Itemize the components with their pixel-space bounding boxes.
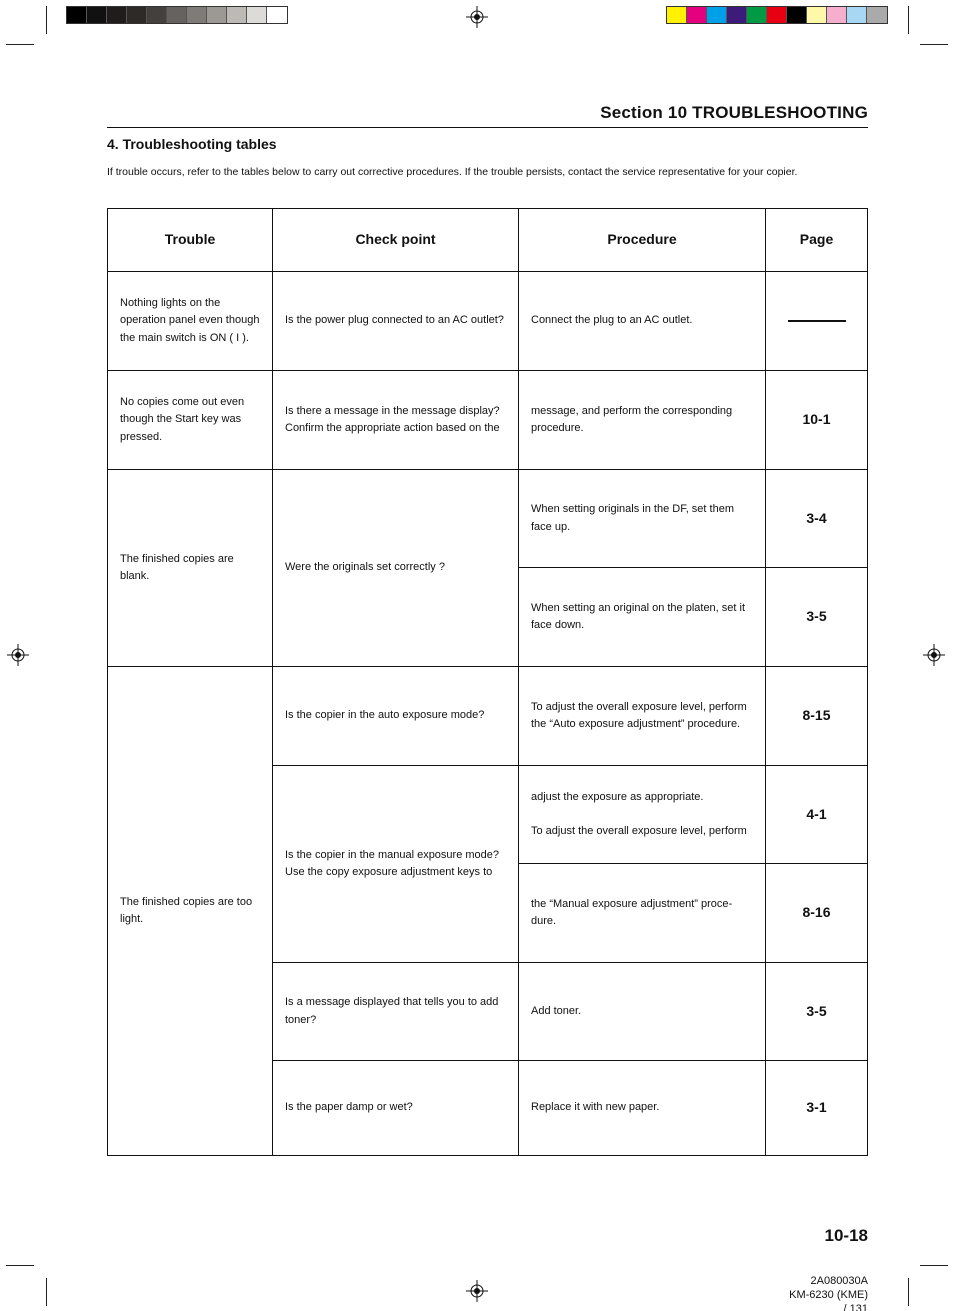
check-cell: Is the power plug connected to an AC outlet?	[285, 314, 504, 327]
procedure-cell: To adjust the overall exposure level, perform the “Auto exposure adjustment” procedure.	[531, 700, 747, 730]
procedure-cell: Connect the plug to an AC outlet.	[531, 314, 693, 327]
color-swatch	[247, 7, 267, 23]
color-swatch	[167, 7, 187, 23]
no-page-dash	[788, 320, 846, 322]
document-footer	[789, 1274, 868, 1311]
color-swatch	[667, 7, 687, 23]
color-swatch	[227, 7, 247, 23]
color-swatch	[207, 7, 227, 23]
trouble-cell: The finished copies are blank.	[120, 552, 234, 582]
crop-mark	[908, 6, 909, 34]
footer-page-index: / 131	[843, 1303, 868, 1311]
procedure-cell: message, and perform the corresponding procedure.	[531, 404, 733, 434]
color-swatch	[827, 7, 847, 23]
crop-mark	[920, 1265, 948, 1266]
procedure-cell: When setting an original on the platen, set it face down.	[531, 601, 746, 631]
crop-mark	[46, 1278, 47, 1306]
color-swatch	[707, 7, 727, 23]
registration-mark-icon	[466, 1280, 488, 1302]
color-swatch	[67, 7, 87, 23]
color-swatch	[847, 7, 867, 23]
header-procedure: Procedure	[607, 231, 677, 248]
crop-mark	[6, 1265, 34, 1266]
registration-mark-icon	[466, 6, 488, 28]
color-swatch	[767, 7, 787, 23]
procedure-cell: the “Manual exposure adjustment” proce-dure.	[531, 897, 733, 927]
trouble-cell: Nothing lights on the operation panel even though the main switch is ON ( I ).	[120, 296, 260, 344]
registration-mark-icon	[7, 644, 29, 666]
header-rule	[107, 127, 868, 128]
footer-model: KM-6230 (KME)	[789, 1289, 868, 1301]
color-swatch	[867, 7, 887, 23]
crop-mark	[46, 6, 47, 34]
crop-mark	[908, 1278, 909, 1306]
page-cell: 8-15	[802, 707, 831, 724]
procedure-cell: Add toner.	[531, 1004, 582, 1017]
color-swatch	[147, 7, 167, 23]
footer-doc-code: 2A080030A	[810, 1275, 868, 1287]
color-swatch	[747, 7, 767, 23]
page-cell: 4-1	[806, 805, 827, 822]
page-number: 10-18	[824, 1226, 868, 1245]
check-cell: Is the copier in the manual exposure mode? Use the copy exposure adjustment keys to	[285, 848, 500, 878]
trouble-cell: The finished copies are too light.	[120, 895, 253, 925]
procedure-line: adjust the exposure as appropriate.	[531, 791, 704, 803]
page-cell: 3-4	[806, 509, 827, 526]
color-swatch	[107, 7, 127, 23]
check-cell: Is a message displayed that tells you to add toner?	[285, 996, 499, 1026]
troubleshooting-table	[107, 208, 868, 1156]
header-check-point: Check point	[355, 231, 436, 248]
procedure-line: To adjust the overall exposure level, perform	[531, 824, 747, 837]
color-swatch-bar	[666, 6, 888, 24]
header-trouble: Trouble	[164, 231, 216, 248]
page-cell: 3-5	[806, 1002, 827, 1019]
subsection-title: 4. Troubleshooting tables	[107, 136, 277, 152]
page-cell: 3-5	[806, 608, 827, 625]
intro-text: If trouble occurs, refer to the tables below to carry out corrective procedures. If the trouble persists, contact the service representative for your copier.	[107, 166, 798, 178]
section-title: Section 10 TROUBLESHOOTING	[600, 103, 868, 122]
crop-mark	[920, 44, 948, 45]
page-cell	[766, 272, 867, 370]
color-swatch	[127, 7, 147, 23]
crop-mark	[6, 44, 34, 45]
color-swatch	[187, 7, 207, 23]
page-cell: 3-1	[806, 1099, 827, 1116]
color-swatch	[807, 7, 827, 23]
color-swatch	[87, 7, 107, 23]
check-cell: Is there a message in the message display? Confirm the appropriate action based on the	[285, 404, 500, 434]
page-cell: 8-16	[802, 904, 831, 921]
check-cell: Were the originals set correctly ?	[285, 561, 445, 574]
header-page: Page	[799, 231, 834, 248]
color-swatch	[787, 7, 807, 23]
procedure-cell: When setting originals in the DF, set them face up.	[531, 503, 734, 533]
page-cell: 10-1	[802, 411, 831, 428]
color-swatch	[267, 7, 287, 23]
registration-mark-icon	[923, 644, 945, 666]
grayscale-swatch-bar	[66, 6, 288, 24]
procedure-cell	[519, 766, 765, 863]
check-cell: Is the paper damp or wet?	[285, 1101, 413, 1114]
color-swatch	[727, 7, 747, 23]
procedure-cell: Replace it with new paper.	[531, 1101, 660, 1114]
check-cell: Is the copier in the auto exposure mode?	[285, 709, 485, 722]
color-swatch	[687, 7, 707, 23]
trouble-cell: No copies come out even though the Start key was pressed.	[120, 395, 245, 443]
